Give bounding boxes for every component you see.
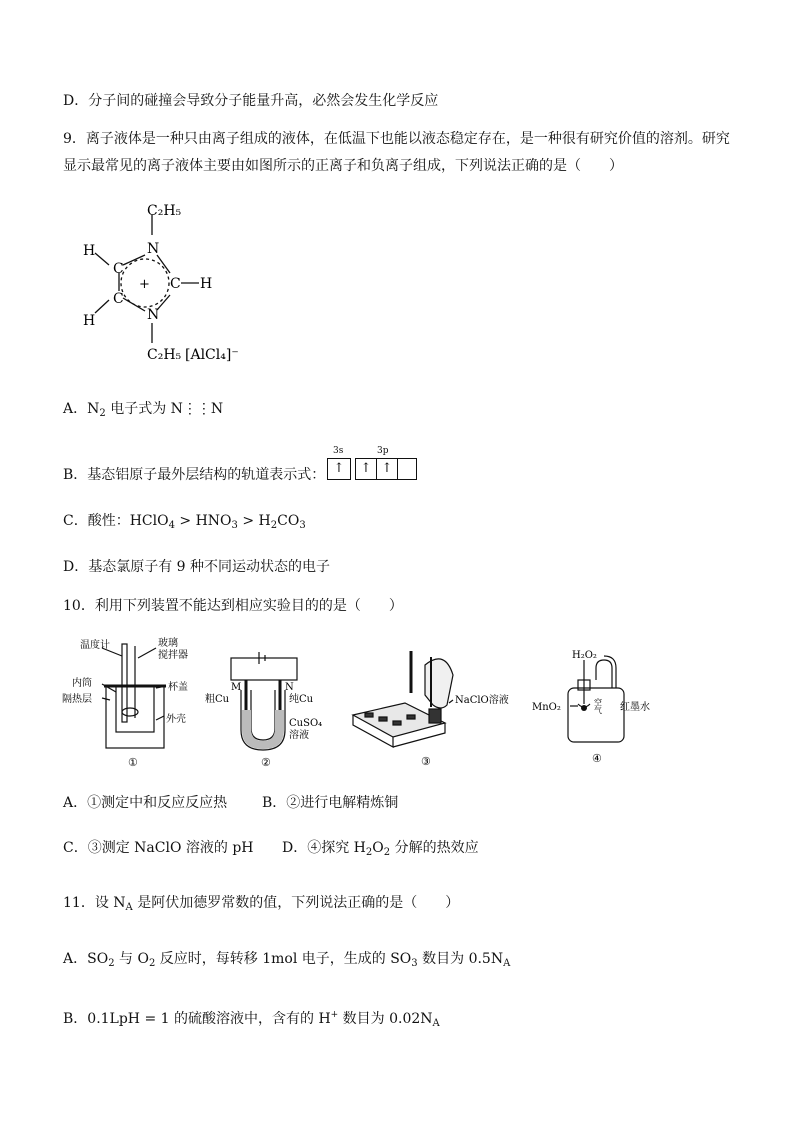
electrolysis-figure [205,650,325,770]
q10-d-p2: O [372,840,384,856]
q10-option-d [282,839,479,862]
q9-option-a-sub: 2 [99,408,106,419]
ethyl-top-label: C₂H₅ [147,203,182,219]
figure-3-number: ③ [421,755,431,768]
h-top-label: H [83,243,96,259]
q11-option-b [63,1006,440,1033]
c-left-bottom-label: C [113,291,124,307]
mno2-label: MnO₂ [532,702,561,713]
plus-charge-label: + [139,277,150,292]
q9-stem-line1: 9．离子液体是一种只由离子组成的液体，在低温下也能以液态稳定存在，是一种很有研究价值的溶剂。研究 [63,131,730,147]
q11-b-p1: B．0.1LpH = 1 的硫酸溶液中，含有的 H [63,1011,331,1027]
figure-1-number: ① [128,756,138,769]
q9-option-a-post: 电子式为 N⋮⋮N [105,401,224,417]
q11-a-s3: 3 [411,958,418,969]
c-right-label: C [170,276,181,292]
q9-c-s4: 3 [299,520,306,531]
insulation-label: 隔热层 [62,694,92,705]
figure-4-number: ④ [592,752,602,765]
n-bottom-label: N [147,307,160,323]
imidazolium-structure-figure [75,195,275,370]
q10-option-b: B．②进行电解精炼铜 [262,795,399,811]
q10-option-c: C．③测定 NaClO 溶液的 pH [63,840,254,856]
pure-cu-label: 纯Cu [289,694,314,705]
q11-a-p4: 数目为 0.5N [417,951,504,967]
orbital-3p-box-3 [397,458,417,480]
q11-a-s2: 2 [148,958,156,969]
red-ink-label: 红墨水 [620,702,650,713]
q11-stem-post: 是阿伏加德罗常数的值，下列说法正确的是（ ） [132,895,460,911]
h-bottom-label: H [83,313,96,329]
calorimeter-figure [60,636,200,771]
solution-label: 溶液 [289,730,309,741]
q11-stem [63,894,459,917]
q11-a-p3: 反应时，每转移 1mol 电子，生成的 SO [155,951,412,967]
h2o2-label: H₂O₂ [572,650,597,661]
q11-a-p2: 与 O [114,951,149,967]
q11-a-p1: A．SO [63,951,109,967]
q9-c-s3: 2 [270,520,278,531]
q9-c-s1: 4 [168,520,175,531]
q10-d-s2: 2 [383,847,391,858]
naclo-solution-label: NaClO溶液 [455,695,509,706]
orbital-3s-label: 3s [333,446,344,456]
glass-label-1: 玻璃 [158,638,178,649]
q8-option-d: D．分子间的碰撞会导致分子能量升高，必然会发生化学反应 [63,93,439,109]
electrode-m-label: M [231,682,242,693]
q10-option-a: A．①测定中和反应反应热 [63,795,228,811]
inner-cup-label: 内筒 [72,678,92,689]
q11-option-a [63,950,510,973]
lid-label: 杯盖 [168,682,188,693]
q9-option-c [63,512,306,535]
q10-d-p1: D．④探究 H [282,840,366,856]
ethyl-bottom-label: C₂H₅ [147,347,182,363]
air-label: 空气 [593,698,603,714]
n-top-label: N [147,241,160,257]
q11-b-sup: + [330,1010,339,1020]
q9-c-p1: C．酸性：HClO [63,513,169,529]
h-right-label: H [200,276,213,292]
q10-d-s1: 2 [365,847,373,858]
q9-c-p3: > H [237,513,271,529]
orbital-3s-box: ↑ [327,458,351,480]
q9-c-p4: CO [277,513,300,529]
h2o2-decomposition-figure [530,648,680,770]
q11-a-s4: A [503,958,511,969]
thermometer-label: 温度计 [80,640,110,651]
q11-stem-pre: 11．设 N [63,895,126,911]
orbital-diagram [323,446,423,486]
q9-option-a [63,400,223,423]
orbital-3p-box-2: ↑ [376,458,398,480]
q11-b-sub: A [432,1018,440,1029]
glass-label-2: 搅拌器 [158,650,188,661]
q10-d-p3: 分解的热效应 [390,840,479,856]
q11-b-p2: 数目为 0.02N [338,1011,433,1027]
c-left-top-label: C [113,261,124,277]
crude-cu-label: 粗Cu [205,694,230,705]
shell-label: 外壳 [166,714,186,725]
anion-label: [AlCl₄]⁻ [185,347,239,363]
electrode-n-label: N [285,682,294,693]
q11-a-s1: 2 [108,958,115,969]
q9-c-s2: 3 [231,520,238,531]
q9-option-d: D．基态氯原子有 9 种不同运动状态的电子 [63,559,331,575]
q11-stem-sub: A [125,902,133,913]
q9-stem-line2: 显示最常见的离子液体主要由如图所示的正离子和负离子组成，下列说法正确的是（ ） [63,158,623,174]
q9-c-p2: > HNO [174,513,232,529]
cuso4-label: CuSO₄ [289,718,323,729]
orbital-3p-label: 3p [377,446,389,456]
figure-2-number: ② [261,756,271,769]
q9-option-b: B．基态铝原子最外层结构的轨道表示式： [63,467,326,483]
q9-option-a-pre: A．N [63,401,100,417]
ph-meter-figure [345,645,525,770]
q10-stem: 10．利用下列装置不能达到相应实验目的的是（ ） [63,598,403,614]
orbital-3p-box-1: ↑ [355,458,377,480]
